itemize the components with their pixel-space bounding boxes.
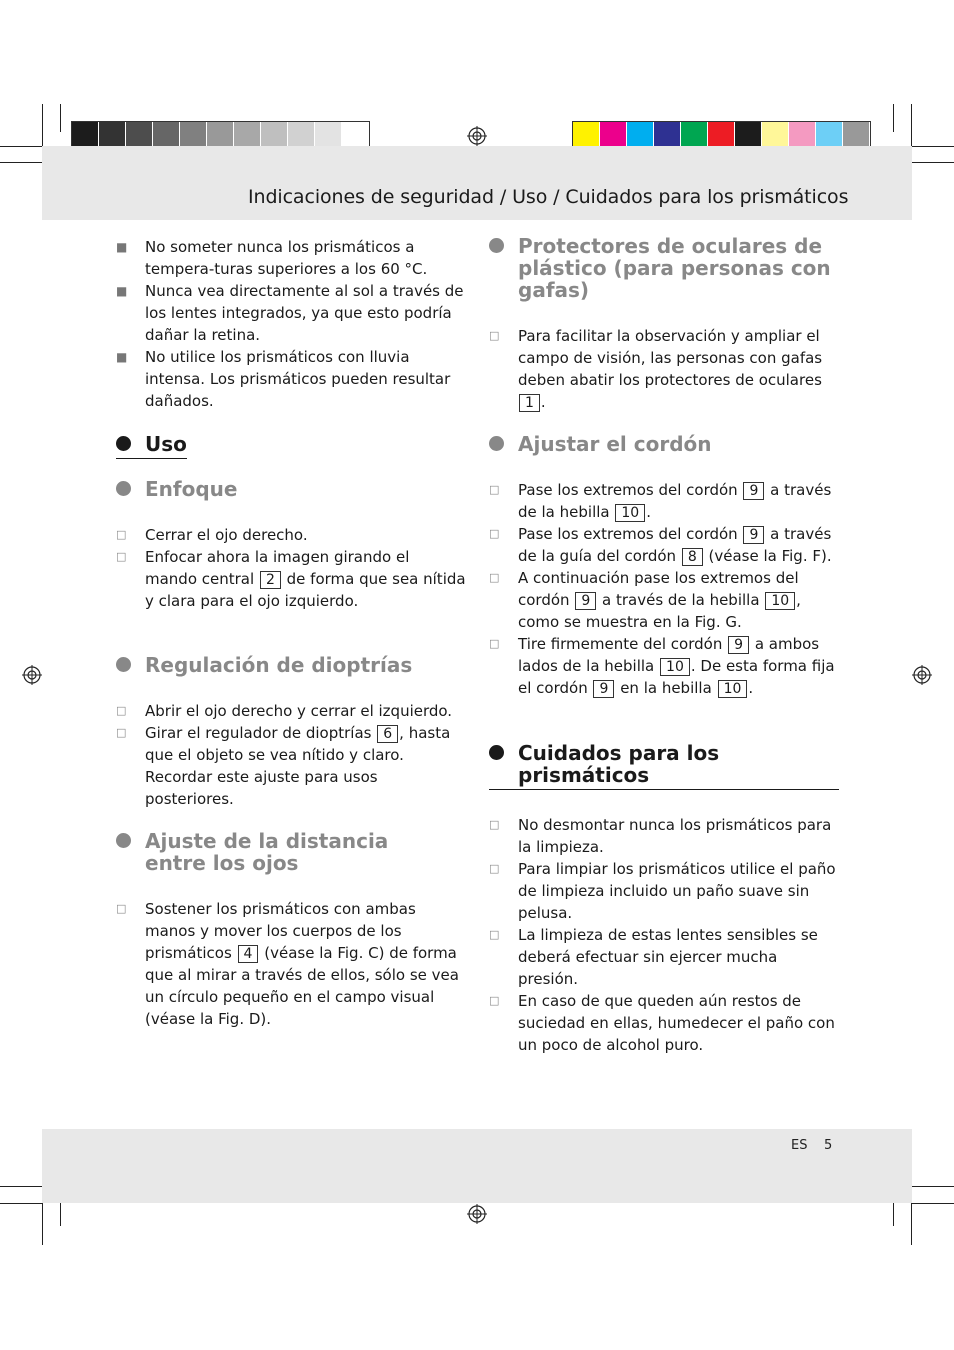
heading-text: Protectores de oculares de bbox=[518, 234, 823, 258]
empty-square-bullet-icon: □ bbox=[489, 994, 500, 1007]
registration-mark-icon bbox=[912, 665, 932, 685]
empty-square-bullet-icon: □ bbox=[489, 329, 500, 342]
empty-square-bullet-icon: □ bbox=[116, 528, 127, 541]
empty-square-bullet-icon: □ bbox=[116, 902, 127, 915]
section-heading-uso bbox=[116, 433, 466, 459]
registration-mark-icon bbox=[467, 1204, 487, 1224]
crop-mark bbox=[893, 104, 894, 132]
crop-mark bbox=[60, 104, 61, 132]
item-text: , como se muestra en la Fig. G. bbox=[518, 591, 801, 631]
bullet-dot-icon bbox=[116, 833, 131, 848]
part-reference: 1 bbox=[519, 394, 540, 412]
part-reference: 10 bbox=[765, 592, 795, 610]
cuidados-block bbox=[489, 742, 839, 1056]
empty-square-bullet-icon: □ bbox=[489, 862, 500, 875]
square-bullet-icon: ■ bbox=[116, 350, 128, 364]
part-reference: 6 bbox=[377, 725, 398, 743]
item-text: (véase la Fig. F). bbox=[708, 547, 832, 565]
item-text: En caso de que queden aún restos de suciedad en ellas, humedecer el paño con un poco de alcohol puro. bbox=[518, 992, 835, 1054]
part-reference: 10 bbox=[718, 680, 748, 698]
item-text: No someter nunca los prismáticos a tempera-turas superiores a los 60 °C. bbox=[145, 238, 428, 278]
heading-text: Ajuste de la distancia bbox=[145, 829, 389, 853]
section-heading-cordon bbox=[489, 433, 839, 455]
empty-square-bullet-icon: □ bbox=[489, 818, 500, 831]
item-text: Enfocar ahora la imagen girando el mando central bbox=[145, 548, 410, 588]
heading-text: entre los ojos bbox=[145, 851, 299, 875]
bullet-dot-icon bbox=[489, 238, 504, 253]
empty-square-bullet-icon: □ bbox=[116, 704, 127, 717]
empty-square-bullet-icon: □ bbox=[489, 928, 500, 941]
list-item bbox=[489, 325, 839, 413]
part-reference: 10 bbox=[615, 504, 645, 522]
heading-text: Cuidados para los prismáticos bbox=[489, 742, 839, 790]
item-text: No desmontar nunca los prismáticos para la limpieza. bbox=[518, 816, 832, 856]
item-text: a través de la hebilla bbox=[602, 591, 760, 609]
list-item bbox=[489, 479, 839, 523]
registration-mark-icon bbox=[22, 665, 42, 685]
left-column bbox=[116, 236, 466, 412]
heading-text: Enfoque bbox=[145, 477, 238, 501]
list-item bbox=[116, 722, 466, 810]
enfoque-block bbox=[116, 478, 466, 612]
section-heading-distancia bbox=[116, 830, 466, 874]
item-text: Para limpiar los prismáticos utilice el paño de limpieza incluido un paño suave sin pelusa. bbox=[518, 860, 836, 922]
empty-square-bullet-icon: □ bbox=[116, 726, 127, 739]
part-reference: 9 bbox=[593, 680, 614, 698]
item-text: en la hebilla bbox=[620, 679, 712, 697]
footer-band bbox=[42, 1129, 912, 1203]
footer-language: ES bbox=[791, 1138, 808, 1153]
part-reference: 10 bbox=[660, 658, 690, 676]
item-text: Nunca vea directamente al sol a través de los lentes integrados, ya que esto podría dañar la retina. bbox=[145, 282, 464, 344]
distancia-block bbox=[116, 830, 466, 1030]
empty-square-bullet-icon: □ bbox=[489, 527, 500, 540]
item-text: . De esta forma fija el cordón bbox=[518, 657, 835, 697]
list-item bbox=[116, 700, 466, 722]
square-bullet-icon: ■ bbox=[116, 284, 128, 298]
item-text: Girar el regulador de dioptrías bbox=[145, 724, 372, 742]
item-text: de forma que sea nítida y clara para el ojo izquierdo. bbox=[145, 570, 466, 610]
empty-square-bullet-icon: □ bbox=[116, 550, 127, 563]
item-text: Para facilitar la observación y ampliar el campo de visión, las personas con gafas deben abatir los protectores de oculares bbox=[518, 327, 823, 389]
cordon-block bbox=[489, 433, 839, 699]
crop-mark bbox=[911, 104, 912, 146]
part-reference: 2 bbox=[260, 571, 281, 589]
list-item bbox=[489, 633, 839, 699]
crop-mark bbox=[912, 1186, 954, 1187]
empty-square-bullet-icon: □ bbox=[489, 571, 500, 584]
item-text: . bbox=[540, 393, 546, 411]
part-reference: 9 bbox=[743, 482, 764, 500]
item-text: Sostener los prismáticos con ambas manos y mover los cuerpos de los prismáticos bbox=[145, 900, 416, 962]
item-text: Cerrar el ojo derecho. bbox=[145, 526, 308, 544]
crop-mark bbox=[912, 162, 954, 163]
crop-mark bbox=[912, 146, 954, 147]
list-item bbox=[116, 236, 466, 280]
item-text: . bbox=[646, 503, 651, 521]
list-item bbox=[116, 346, 466, 412]
section-heading-enfoque bbox=[116, 478, 466, 500]
list-item bbox=[489, 990, 839, 1056]
heading-text: Uso bbox=[116, 433, 187, 459]
list-item bbox=[489, 814, 839, 858]
list-item bbox=[489, 567, 839, 633]
heading-text: plástico (para personas con bbox=[518, 256, 831, 280]
item-text: (véase la Fig. C) de forma que al mirar a través de ellos, sólo se vea un círculo pequeño en el campo visual (véase la Fig. D). bbox=[145, 944, 459, 1028]
list-item bbox=[116, 546, 466, 612]
section-heading-protectores bbox=[489, 235, 839, 301]
item-text: a ambos lados de la hebilla bbox=[518, 635, 820, 675]
item-text: a través de la hebilla bbox=[518, 481, 832, 521]
item-text: La limpieza de estas lentes sensibles se deberá efectuar sin ejercer mucha presión. bbox=[518, 926, 818, 988]
part-reference: 9 bbox=[728, 636, 749, 654]
empty-square-bullet-icon: □ bbox=[489, 637, 500, 650]
uso-heading-block bbox=[116, 433, 466, 459]
part-reference: 4 bbox=[238, 945, 259, 963]
item-text: a través de la guía del cordón bbox=[518, 525, 832, 565]
crop-mark bbox=[0, 146, 42, 147]
item-text: . bbox=[748, 679, 754, 697]
item-text: , hasta que el objeto se vea nítido y claro. Recordar este ajuste para usos posteriores. bbox=[145, 724, 451, 808]
item-text: Abrir el ojo derecho y cerrar el izquierdo. bbox=[145, 702, 453, 720]
list-item bbox=[489, 523, 839, 567]
heading-text: Regulación de dioptrías bbox=[145, 653, 413, 677]
crop-mark bbox=[0, 162, 42, 163]
crop-mark bbox=[42, 1203, 43, 1245]
crop-mark bbox=[42, 104, 43, 146]
page-number: 5 bbox=[824, 1138, 833, 1153]
header-band bbox=[42, 146, 912, 220]
bullet-dot-icon bbox=[116, 657, 131, 672]
item-text: Pase los extremos del cordón bbox=[518, 481, 738, 499]
part-reference: 9 bbox=[743, 526, 764, 544]
registration-mark-icon bbox=[467, 126, 487, 146]
list-item bbox=[489, 924, 839, 990]
item-text: A continuación pase los extremos del cordón bbox=[518, 569, 799, 609]
list-item bbox=[489, 858, 839, 924]
crop-mark bbox=[911, 1203, 912, 1245]
list-item bbox=[116, 898, 466, 1030]
square-bullet-icon: ■ bbox=[116, 240, 128, 254]
list-item bbox=[116, 280, 466, 346]
crop-mark bbox=[0, 1203, 42, 1204]
page-title: Indicaciones de seguridad / Uso / Cuidados para los prismáticos bbox=[248, 186, 849, 208]
bullet-dot-icon bbox=[116, 436, 131, 451]
protectores-block bbox=[489, 235, 839, 413]
heading-text: gafas) bbox=[518, 278, 590, 302]
dioptrias-block bbox=[116, 654, 466, 810]
empty-square-bullet-icon: □ bbox=[489, 483, 500, 496]
section-heading-dioptrias bbox=[116, 654, 466, 676]
part-reference: 8 bbox=[682, 548, 703, 566]
heading-text: Ajustar el cordón bbox=[518, 432, 712, 456]
crop-mark bbox=[912, 1203, 954, 1204]
item-text: Pase los extremos del cordón bbox=[518, 525, 738, 543]
item-text: No utilice los prismáticos con lluvia intensa. Los prismáticos pueden resultar dañados. bbox=[145, 348, 451, 410]
bullet-dot-icon bbox=[116, 481, 131, 496]
item-text: Tire firmemente del cordón bbox=[518, 635, 723, 653]
list-item bbox=[116, 524, 466, 546]
bullet-dot-icon bbox=[489, 745, 504, 760]
crop-mark bbox=[0, 1186, 42, 1187]
part-reference: 9 bbox=[575, 592, 596, 610]
section-heading-cuidados bbox=[489, 742, 839, 790]
bullet-dot-icon bbox=[489, 436, 504, 451]
